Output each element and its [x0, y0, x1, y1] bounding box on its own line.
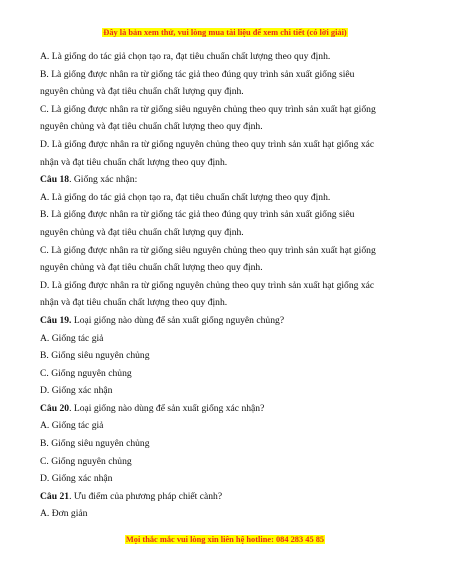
answer-option-line: nguyên chủng và đạt tiêu chuẩn chất lượng theo quy định. [40, 121, 263, 133]
answer-option-line: A. Giống tác giả [40, 420, 104, 432]
answer-option-line: D. Giống xác nhận [40, 385, 113, 397]
question-text: . Loại giống nào dùng để sản xuất giống xác nhận? [69, 402, 265, 414]
question-number: Câu 21 [40, 490, 70, 502]
answer-option-line: nhận và đạt tiêu chuẩn chất lượng theo quy định. [40, 156, 228, 168]
question-heading [40, 312, 412, 330]
question-text: . Giống xác nhận: [69, 174, 138, 186]
answer-option-line: A. Là giống do tác giả chọn tạo ra, đạt tiêu chuẩn chất lượng theo quy định. [40, 51, 331, 62]
answer-option-line: C. Là giống được nhân ra từ giống siêu nguyên chủng theo quy trình sản xuất hạt giống [40, 244, 376, 256]
question-number: Câu 18 [40, 174, 70, 186]
answer-option-line: nguyên chủng và đạt tiêu chuẩn chất lượng quy định. [40, 226, 244, 238]
question-text: Loại giống nào dùng để sản xuất giống nguyên chủng? [71, 314, 285, 326]
answer-option-line: nguyên chủng và đạt tiêu chuẩn chất lượng quy định. [40, 86, 244, 98]
document-body [40, 48, 412, 523]
answer-option-line: A. Là giống do tác giả chọn tạo ra, đạt tiêu chuẩn chất lượng theo quy định. [40, 191, 331, 203]
question-number: Câu 19. [40, 314, 72, 326]
answer-option-line: D. Là giống được nhân ra từ giống nguyên chủng theo quy trình sản xuất hạt giống xác [40, 279, 375, 291]
question-heading [40, 488, 412, 506]
answer-option-line: D. Giống xác nhận [40, 473, 113, 485]
answer-option-line: B. Là giống được nhân ra từ giống tác giả theo đúng quy trình sản xuất giống siêu [40, 209, 355, 221]
answer-option-line: B. Là giống được nhân ra từ giống tác giả theo đúng quy trình sản xuất giống siêu [40, 68, 355, 80]
answer-option-line: D. Là giống được nhân ra từ giống nguyên chủng theo quy trình sản xuất hạt giống xác [40, 138, 375, 150]
preview-notice-text: Đây là bản xem thử, vui lòng mua tài liệu để xem chi tiết (có lời giải) [103, 28, 347, 37]
answer-option-line: B. Giống siêu nguyên chủng [40, 438, 150, 450]
answer-option-line: B. Giống siêu nguyên chủng [40, 350, 150, 362]
preview-notice-banner [0, 27, 450, 38]
answer-option-line: nhận và đạt tiêu chuẩn chất lượng theo quy định. [40, 297, 228, 309]
answer-option-line: C. Giống nguyên chủng [40, 367, 132, 379]
question-heading [40, 400, 412, 418]
question-heading [40, 171, 412, 189]
answer-option-line: C. Là giống được nhân ra từ giống siêu nguyên chủng theo quy trình sản xuất hạt giống [40, 103, 376, 115]
answer-option-line: nguyên chủng và đạt tiêu chuẩn chất lượng theo quy định. [40, 262, 263, 274]
answer-option-line: A. Đơn giản [40, 508, 88, 520]
hotline-notice-banner [0, 534, 450, 545]
question-number: Câu 20 [40, 402, 70, 414]
answer-option-line: A. Giống tác giả [40, 332, 104, 344]
hotline-notice-text: Mọi thắc mắc vui lòng xin liên hệ hotline: 084 283 45 85 [125, 535, 325, 544]
question-text: . Ưu điểm của phương pháp chiết cành? [69, 490, 223, 502]
answer-option-line: C. Giống nguyên chủng [40, 455, 132, 467]
